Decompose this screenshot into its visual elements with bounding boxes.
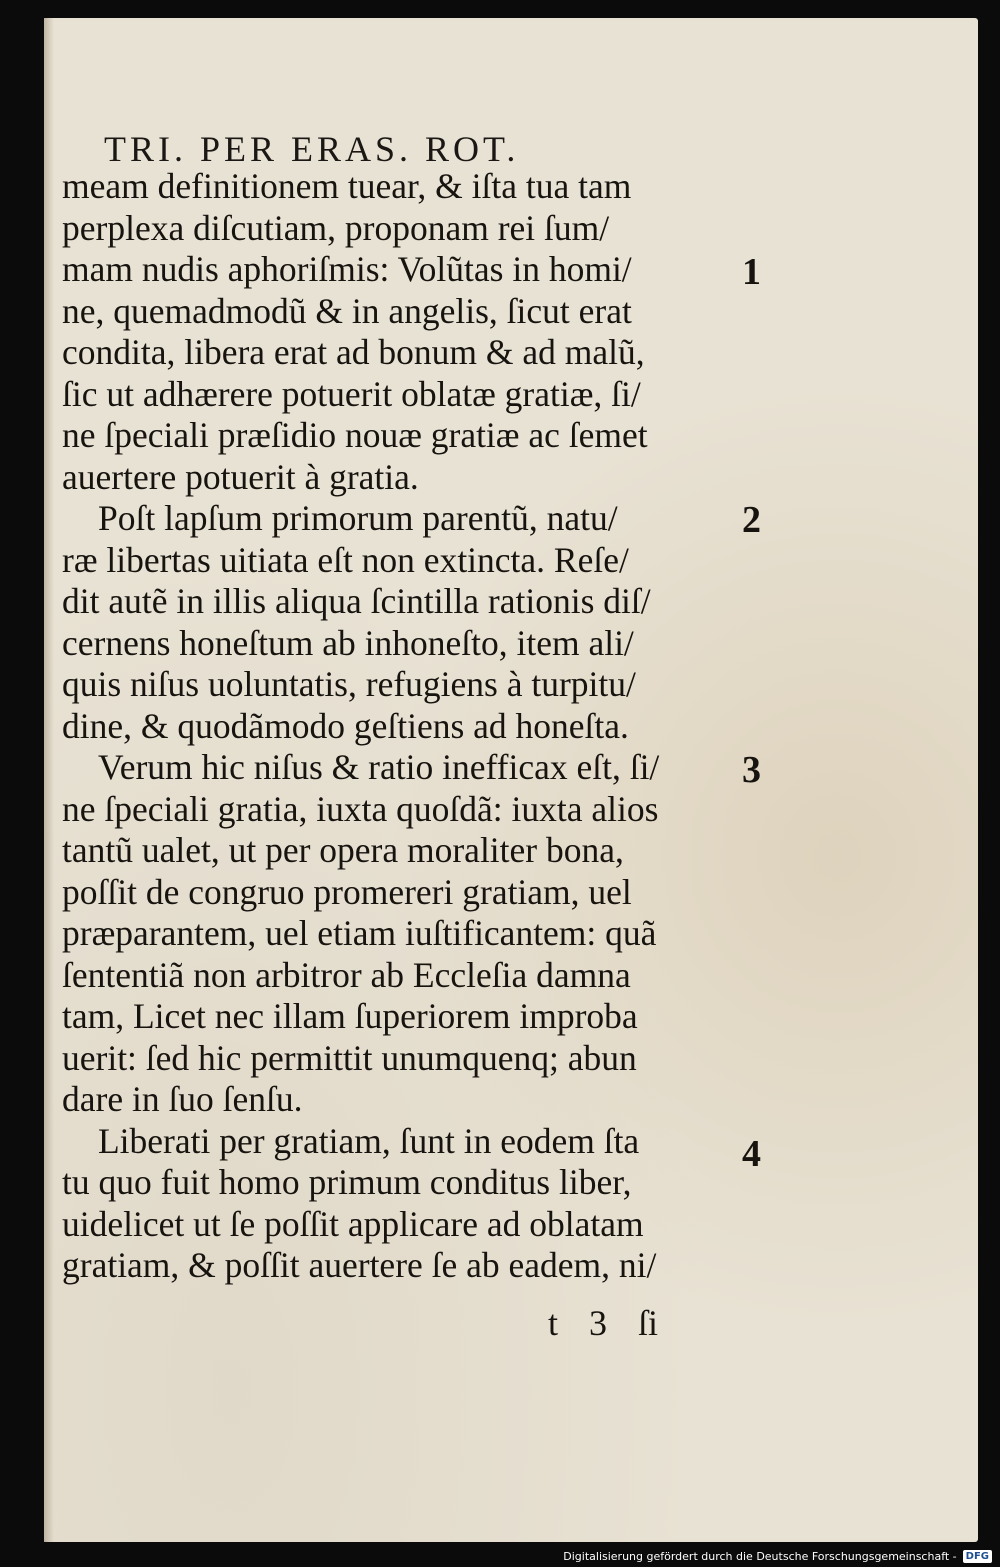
page-binding-shadow	[44, 18, 54, 1542]
text-line: gratiam, & poſſit auertere ſe ab eadem, ni/	[62, 1245, 657, 1285]
text-line: quis niſus uoluntatis, refugiens à turpitu/	[62, 664, 636, 704]
text-line: ſic ut adhærere potuerit oblatæ gratiæ, ſi/	[62, 373, 641, 414]
text-line: Poſt lapſum primorum parentũ, natu/	[98, 498, 618, 538]
text-line: ræ libertas uitiata eſt non extincta. Reſe/	[62, 539, 629, 580]
text-line: Verum hic niſus & ratio inefficax eſt, ſi/	[98, 747, 660, 787]
text-line: tantũ ualet, ut per opera moraliter bona,	[62, 830, 624, 870]
text-line: dine, & quodãmodo geſtiens ad honeſta.	[62, 705, 629, 746]
text-line: dit autẽ in illis aliqua ſcintilla rationis diſ/	[62, 581, 651, 621]
text-line: tam, Licet nec illam ſuperiorem improba	[62, 996, 638, 1036]
text-line: perplexa diſcutiam, proponam rei ſum/	[62, 207, 610, 248]
text-line: ne ſpeciali præſidio nouæ gratiæ ac ſemet	[62, 415, 648, 455]
margin-number-4: 4	[742, 1133, 761, 1175]
text-line: meam definitionem tuear, & iſta tua tam	[62, 166, 632, 206]
text-line: ne ſpeciali gratia, iuxta quoſdã: iuxta alios	[62, 788, 659, 829]
credit-text: Digitalisierung gefördert durch die Deutsche Forschungsgemeinschaft -	[563, 1550, 957, 1563]
margin-number-2: 2	[742, 499, 761, 541]
text-line: condita, libera erat ad bonum & ad malũ,	[62, 332, 645, 372]
text-line: dare in ſuo ſenſu.	[62, 1079, 303, 1119]
text-line: ne, quemadmodũ & in angelis, ſicut erat	[62, 290, 632, 331]
text-line: tu quo fuit homo primum conditus liber,	[62, 1162, 632, 1202]
body-text	[62, 166, 732, 1287]
digitization-credit	[563, 1550, 992, 1563]
running-head: TRI. PER ERAS. ROT.	[104, 129, 520, 169]
text-line: Liberati per gratiam, ſunt in eodem ſta	[98, 1120, 640, 1161]
dfg-logo-icon: DFG	[963, 1550, 992, 1563]
text-line: poſſit de congruo promereri gratiam, uel	[62, 871, 632, 912]
text-line: præparantem, uel etiam iuſtificantem: quã	[62, 913, 657, 953]
catchword-signature: t 3 ſi	[548, 1303, 659, 1343]
text-line: auertere potuerit à gratia.	[62, 456, 419, 497]
text-line: cernens honeſtum ab inhoneſto, item ali/	[62, 622, 634, 663]
margin-number-3: 3	[742, 749, 761, 791]
text-line: uerit: ſed hic permittit unumquenq; abun	[62, 1037, 637, 1078]
margin-number-1: 1	[742, 251, 761, 293]
text-line: uidelicet ut ſe poſſit applicare ad oblatam	[62, 1203, 644, 1244]
text-line: mam nudis aphoriſmis: Volũtas in homi/	[62, 249, 632, 289]
text-line: ſententiã non arbitror ab Eccleſia damna	[62, 954, 631, 995]
